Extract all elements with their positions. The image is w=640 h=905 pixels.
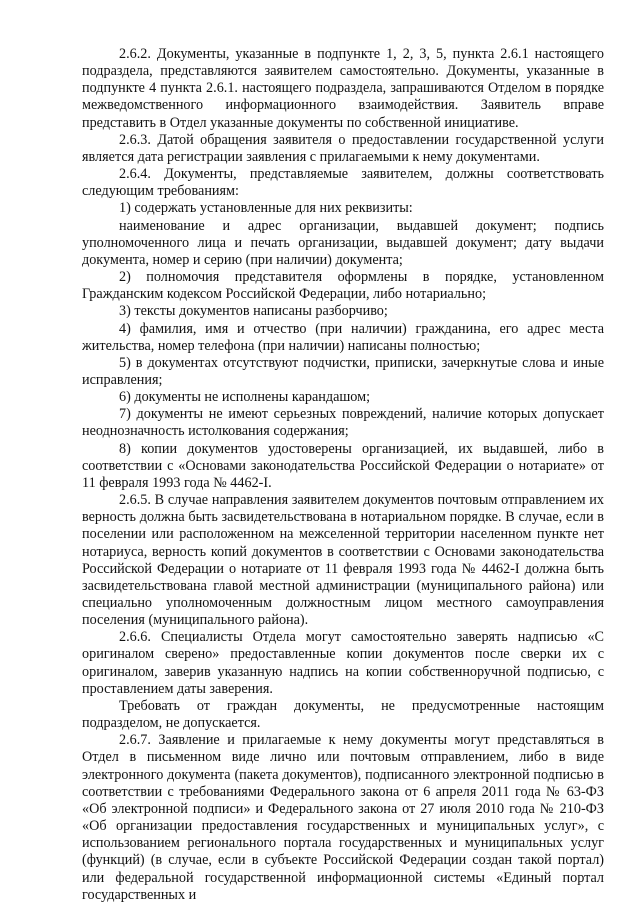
paragraph-2-6-5: 2.6.5. В случае направления заявителем документов почтовым отправлением их верность должна быть засвидетельствована в нотариальном порядке. В случае, если в поселении или расположенном на межселенной территории населенном пункте нет нотариуса, верность копий документов в соответствии с Основами законодательства Российской Федерации о нотариате от 11 февраля 1993 года № 4462-I должна быть засвидетельствована главой местной администрации (муниципального района) или специально уполномоченным должностным лицом местного самоуправления поселения (муниципального района). (82, 492, 604, 629)
paragraph-2-6-2: 2.6.2. Документы, указанные в подпункте 1, 2, 3, 5, пункта 2.6.1 настоящего подраздела, представляются заявителем самостоятельно. Документы, указанные в подпункте 4 пункта 2.6.1. настоящего подраздела, запрашиваются Отделом в порядке межведомственного информационного взаимодействия. Заявитель вправе представить в Отдел указанные документы по собственной инициативе. (82, 46, 604, 131)
requirement-1-details: наименование и адрес организации, выдавшей документ; подпись уполномоченного лица и печать организации, выдавшей документ; дату выдачи документа, номер и серию (при наличии) документа; (82, 217, 604, 268)
paragraph-2-6-6: 2.6.6. Специалисты Отдела могут самостоятельно заверять надписью «С оригиналом сверено» предоставленные копии документов после сверки их с оригиналом, заверив указанную надпись на копии собственноручной подписью, с проставлением даты заверения. (82, 629, 604, 697)
paragraph-2-6-3: 2.6.3. Датой обращения заявителя о предоставлении государственной услуги является дата регистрации заявления с прилагаемыми к нему документами. (82, 131, 604, 165)
requirement-3: 3) тексты документов написаны разборчиво; (119, 303, 388, 320)
requirement-1: 1) содержать установленные для них реквизиты: (119, 200, 413, 217)
requirement-5: 5) в документах отсутствуют подчистки, приписки, зачеркнутые слова и иные исправления; (82, 354, 604, 388)
requirement-6: 6) документы не исполнены карандашом; (119, 389, 371, 406)
requirement-4: 4) фамилия, имя и отчество (при наличии) гражданина, его адрес места жительства, номер телефона (при наличии) написаны полностью; (82, 320, 604, 354)
paragraph-prohibition: Требовать от граждан документы, не предусмотренные настоящим подразделом, не допускается. (82, 697, 604, 732)
paragraph-2-6-7: 2.6.7. Заявление и прилагаемые к нему документы могут представляться в Отдел в письменном виде лично или почтовым отправлением, либо в виде электронного документа (пакета документов), подписанного электронной подписью в соответствии с требованиями Федерального закона от 6 апреля 2011 года № 63-ФЗ «Об электронной подписи» и Федерального закона от 27 июля 2010 года № 210-ФЗ «Об организации предоставления государственных и муниципальных услуг», с использованием регионального портала государственных и муниципальных услуг (функций) (в случае, если в субъекте Российской Федерации создан такой портал) или федеральной государственной информационной системы «Единый портал государственных и (82, 732, 604, 903)
paragraph-2-6-4: 2.6.4. Документы, представляемые заявителем, должны соответствовать следующим требованиям: (82, 166, 604, 200)
document-body (82, 46, 604, 904)
requirement-2: 2) полномочия представителя оформлены в порядке, установленном Гражданским кодексом Российской Федерации, либо нотариально; (82, 269, 604, 303)
requirement-8: 8) копии документов удостоверены организацией, их выдавшей, либо в соответствии с «Основами законодательства Российской Федерации о нотариате» от 11 февраля 1993 года № 4462-I. (82, 440, 604, 491)
requirement-7: 7) документы не имеют серьезных повреждений, наличие которых допускает неоднозначность истолкования содержания; (82, 406, 604, 440)
